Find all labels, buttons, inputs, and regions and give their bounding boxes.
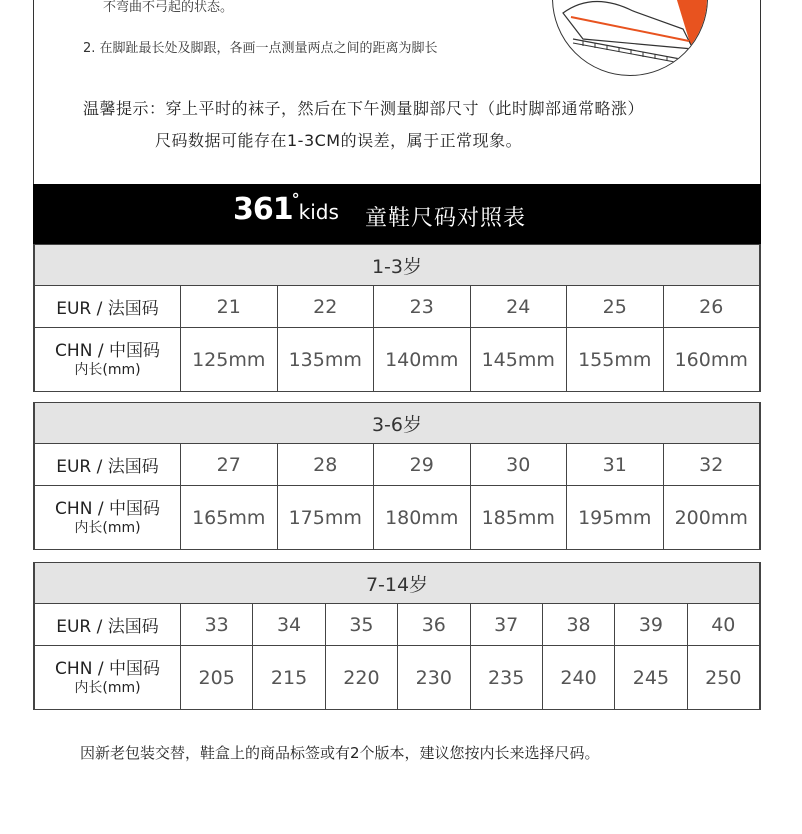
eur-size-cell: 37: [470, 604, 542, 646]
eur-label: EUR / 法国码: [35, 604, 181, 646]
eur-size-cell: 39: [615, 604, 687, 646]
chn-size-cell: 160mm: [663, 328, 760, 392]
chn-size-cell: 135mm: [277, 328, 374, 392]
size-table-group-2: [33, 402, 761, 550]
chn-size-cell: 220: [325, 646, 397, 710]
chn-size-cell: 175mm: [277, 486, 374, 550]
eur-size-cell: 32: [663, 444, 760, 486]
packaging-note: 因新老包装交替，鞋盒上的商品标签或有2个版本，建议您按内长来选择尺码。: [80, 744, 600, 762]
age-group-header: 1-3岁: [35, 245, 760, 286]
eur-size-cell: 27: [181, 444, 278, 486]
eur-size-cell: 35: [325, 604, 397, 646]
chn-size-cell: 165mm: [181, 486, 278, 550]
eur-size-cell: 33: [181, 604, 253, 646]
eur-size-cell: 24: [470, 286, 567, 328]
chn-label: [35, 486, 181, 550]
eur-size-cell: 26: [663, 286, 760, 328]
eur-size-cell: 25: [567, 286, 664, 328]
eur-size-cell: 36: [398, 604, 470, 646]
chn-size-cell: 145mm: [470, 328, 567, 392]
chn-label-main: CHN / 中国码: [55, 658, 160, 679]
size-table-group-1: [33, 244, 761, 392]
chn-size-cell: 185mm: [470, 486, 567, 550]
eur-size-cell: 30: [470, 444, 567, 486]
eur-size-cell: 31: [567, 444, 664, 486]
measure-step-1: 不弯曲不弓起的状态。: [103, 0, 234, 15]
chn-size-cell: 180mm: [374, 486, 471, 550]
chn-label-main: CHN / 中国码: [55, 340, 160, 361]
eur-size-cell: 22: [277, 286, 374, 328]
chn-size-cell: 195mm: [567, 486, 664, 550]
eur-size-cell: 29: [374, 444, 471, 486]
eur-size-cell: 28: [277, 444, 374, 486]
chn-size-cell: 140mm: [374, 328, 471, 392]
chn-label-main: CHN / 中国码: [55, 498, 160, 519]
chn-size-cell: 245: [615, 646, 687, 710]
age-group-header: 7-14岁: [35, 563, 760, 604]
tip-line-1: 温馨提示：穿上平时的袜子，然后在下午测量脚部尺寸（此时脚部通常略涨）: [83, 99, 645, 118]
tip-line-2: 尺码数据可能存在1-3CM的误差，属于正常现象。: [155, 131, 523, 150]
chn-label: [35, 646, 181, 710]
eur-size-cell: 21: [181, 286, 278, 328]
eur-size-cell: 34: [253, 604, 325, 646]
eur-size-cell: 38: [542, 604, 614, 646]
chn-size-cell: 215: [253, 646, 325, 710]
chn-size-cell: 250: [687, 646, 759, 710]
size-table-group-3: [33, 562, 761, 710]
eur-label: EUR / 法国码: [35, 286, 181, 328]
inner-length-label: 内长(mm): [74, 361, 141, 378]
eur-label: EUR / 法国码: [35, 444, 181, 486]
measure-step-2: 2. 在脚趾最长处及脚跟，各画一点测量两点之间的距离为脚长: [83, 41, 438, 56]
chn-size-cell: 235: [470, 646, 542, 710]
eur-size-cell: 40: [687, 604, 759, 646]
chn-label: [35, 328, 181, 392]
size-chart-banner: [33, 184, 761, 244]
inner-length-label: 内长(mm): [74, 679, 141, 696]
chn-size-cell: 200mm: [663, 486, 760, 550]
eur-size-cell: 23: [374, 286, 471, 328]
chn-size-cell: 205: [181, 646, 253, 710]
chn-size-cell: 125mm: [181, 328, 278, 392]
brand-logo: 361°kids: [233, 190, 339, 227]
chn-size-cell: 240: [542, 646, 614, 710]
chn-size-cell: 155mm: [567, 328, 664, 392]
banner-title: 童鞋尺码对照表: [365, 206, 527, 231]
age-group-header: 3-6岁: [35, 403, 760, 444]
inner-length-label: 内长(mm): [74, 519, 141, 536]
chn-size-cell: 230: [398, 646, 470, 710]
